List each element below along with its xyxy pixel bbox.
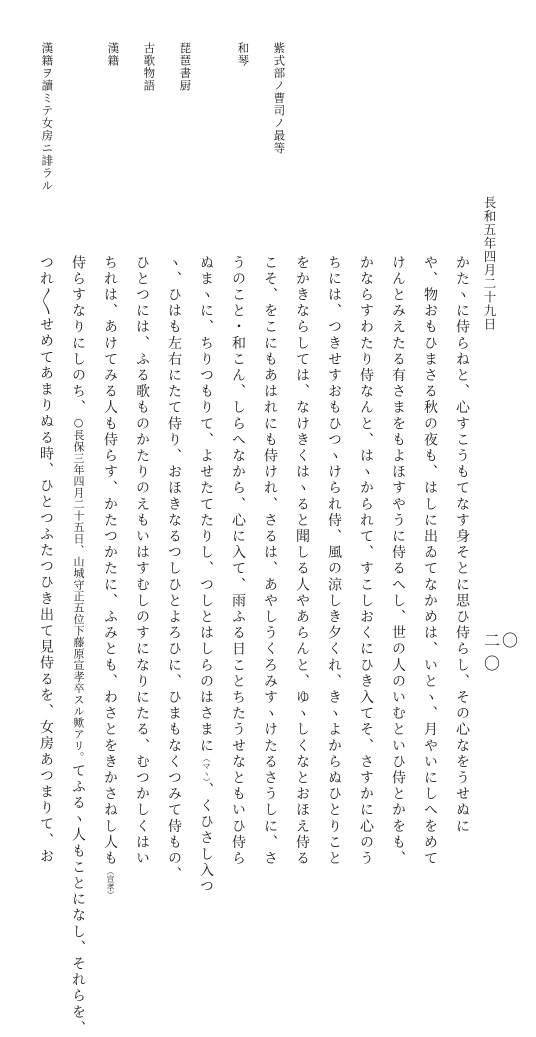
head-note: 紫式部ノ曹司ノ最等 (272, 42, 287, 155)
body-line (102, 255, 118, 899)
body-text: こそ、をこにもあはれにも侍けれ、さるは、あやしうくろみすヽけたるさうしに、さ (262, 255, 278, 867)
running-head: 長和五年四月二十九日 (482, 196, 497, 331)
body-line (38, 255, 54, 865)
ruby-note: （宣孝） (106, 866, 115, 899)
body-text: ちれは、あけてみる人も侍らす、かたつかたに、ふみとも、わさとをきかさねし人も (102, 255, 118, 867)
body-text: うのこと・和こん、しらへなから、心に入て、雨ふる日ことちたうせなともいひ侍ら (230, 255, 246, 867)
body-text: ちには、つきせすおもひつヽけられ侍、風の涼しき夕くれ、きヽよからぬひとりこと (326, 255, 342, 867)
body-text: ひとつには、ふる歌ものかたりのえもいはすむしのすになりにたる、むつかしくはい (134, 255, 150, 867)
body-line (262, 255, 278, 867)
body-line (326, 255, 342, 867)
body-text: けんとみえたる有さまをもよほすやうに侍るへし、世の人のいむといひ侍とかをも、 (390, 255, 406, 867)
head-note: 漢籍 (106, 42, 121, 67)
body-text: や、物おもひまさる秋の夜も、はしに出ゐてなかめは、いとヽ、月やいにしへをめて (422, 255, 438, 867)
body-line (454, 255, 470, 835)
body-text: つれ〳〵せめてあまりぬる時、ひとつふたつひき出て見侍るを、女房あつまりて、お (38, 255, 54, 865)
body-line (390, 255, 406, 867)
ruby-note: （マヽ） (202, 754, 211, 783)
head-note: 漢籍ヲ讀ミテ女房ニ誹ラル (40, 42, 55, 192)
body-text: をかきならしては、なけきくはヽると聞しる人やあらんと、ゆヽしくなとおほえ侍る (294, 255, 310, 867)
body-text: 侍らすなりにしのち、 (70, 255, 86, 416)
body-line (358, 255, 374, 867)
body-line (422, 255, 438, 867)
body-line (166, 255, 182, 883)
body-text: ぬまヽに、ちりつもりて、よせたてたりし、つしとはしらのはさまに (198, 255, 214, 755)
body-text: かたヽに侍らねと、心すこうもてなす身そとに思ひ侍らし、その心なをうせぬに (454, 255, 470, 835)
body-text: てふるヽ人もことになし、それらを、 (70, 763, 86, 1037)
body-text: かならすわたり侍なんと、はヽかられて、すこしおくにひき入てそ、さすかに心のう (358, 255, 374, 867)
head-note: 和琴 (236, 42, 251, 67)
body-line (70, 255, 86, 1037)
body-line (230, 255, 246, 867)
body-text: ヽ、ひはも左右にたて侍り、おほきなるつしひとよろひに、ひまもなくつみて侍もの、 (166, 255, 182, 883)
body-line (134, 255, 150, 867)
body-line (198, 255, 214, 895)
head-note: 琵琶書厨 (178, 42, 193, 92)
body-line (294, 255, 310, 867)
inline-note: ○長保三年四月二十五日、山城守正五位下藤原宣孝卒スル歟アリ。 (72, 416, 85, 763)
page-number: 二〇〇 (484, 631, 521, 673)
body-text: 、くひさし入つ (198, 782, 214, 895)
head-note: 古歌物語 (142, 42, 157, 92)
